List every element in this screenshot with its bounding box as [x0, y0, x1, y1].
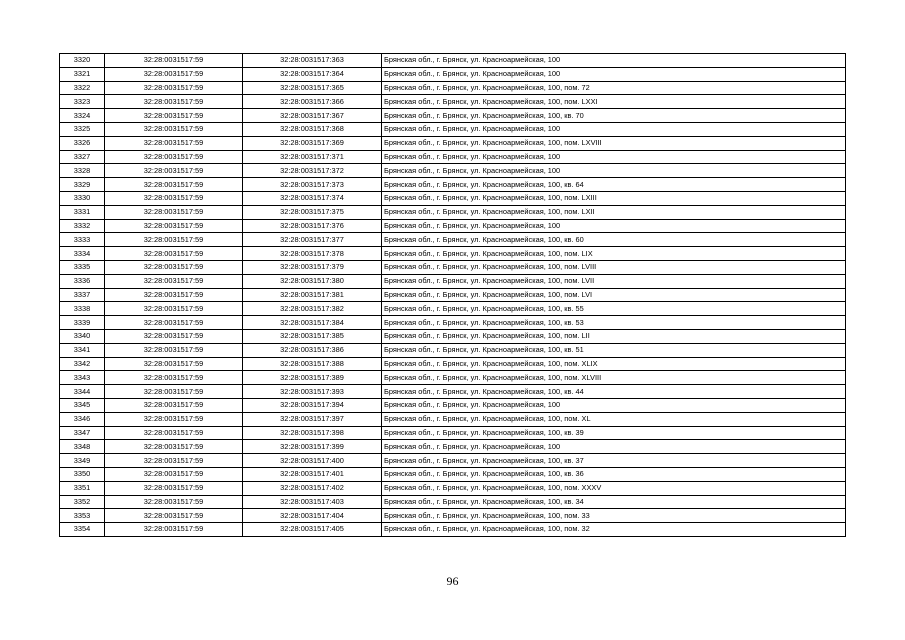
parent-cadastral-number-cell: 32:28:0031517:59	[105, 398, 243, 412]
cadastral-number-cell: 32:28:0031517:401	[243, 467, 382, 481]
address-cell: Брянская обл., г. Брянск, ул. Красноармейская, 100, кв. 34	[382, 495, 846, 509]
address-cell: Брянская обл., г. Брянск, ул. Красноармейская, 100, кв. 36	[382, 467, 846, 481]
cadastral-number-cell: 32:28:0031517:404	[243, 509, 382, 523]
parent-cadastral-number-cell: 32:28:0031517:59	[105, 247, 243, 261]
address-cell: Брянская обл., г. Брянск, ул. Красноармейская, 100, кв. 70	[382, 109, 846, 123]
row-number-cell: 3338	[60, 302, 105, 316]
table-row	[60, 81, 846, 95]
parent-cadastral-number-cell: 32:28:0031517:59	[105, 302, 243, 316]
row-number-cell: 3340	[60, 329, 105, 343]
table-row	[60, 109, 846, 123]
address-cell: Брянская обл., г. Брянск, ул. Красноармейская, 100, пом. LVI	[382, 288, 846, 302]
cadastral-number-cell: 32:28:0031517:363	[243, 54, 382, 68]
table-row	[60, 495, 846, 509]
address-cell: Брянская обл., г. Брянск, ул. Красноармейская, 100	[382, 54, 846, 68]
table-row	[60, 95, 846, 109]
parent-cadastral-number-cell: 32:28:0031517:59	[105, 274, 243, 288]
address-cell: Брянская обл., г. Брянск, ул. Красноармейская, 100, пом. 32	[382, 523, 846, 537]
address-cell: Брянская обл., г. Брянск, ул. Красноармейская, 100, пом. LXVIII	[382, 136, 846, 150]
address-cell: Брянская обл., г. Брянск, ул. Красноармейская, 100, кв. 64	[382, 178, 846, 192]
row-number-cell: 3353	[60, 509, 105, 523]
table-row	[60, 164, 846, 178]
cadastral-number-cell: 32:28:0031517:385	[243, 329, 382, 343]
cadastral-number-cell: 32:28:0031517:400	[243, 454, 382, 468]
parent-cadastral-number-cell: 32:28:0031517:59	[105, 233, 243, 247]
row-number-cell: 3347	[60, 426, 105, 440]
cadastral-number-cell: 32:28:0031517:388	[243, 357, 382, 371]
cadastral-number-cell: 32:28:0031517:403	[243, 495, 382, 509]
address-cell: Брянская обл., г. Брянск, ул. Красноармейская, 100	[382, 67, 846, 81]
parent-cadastral-number-cell: 32:28:0031517:59	[105, 426, 243, 440]
row-number-cell: 3333	[60, 233, 105, 247]
row-number-cell: 3321	[60, 67, 105, 81]
table-row	[60, 316, 846, 330]
cadastral-number-cell: 32:28:0031517:380	[243, 274, 382, 288]
table-row	[60, 178, 846, 192]
address-cell: Брянская обл., г. Брянск, ул. Красноармейская, 100, пом. LII	[382, 329, 846, 343]
row-number-cell: 3344	[60, 385, 105, 399]
parent-cadastral-number-cell: 32:28:0031517:59	[105, 150, 243, 164]
table-row	[60, 440, 846, 454]
table-row	[60, 385, 846, 399]
parent-cadastral-number-cell: 32:28:0031517:59	[105, 219, 243, 233]
row-number-cell: 3339	[60, 316, 105, 330]
address-cell: Брянская обл., г. Брянск, ул. Красноармейская, 100, пом. XLIX	[382, 357, 846, 371]
parent-cadastral-number-cell: 32:28:0031517:59	[105, 288, 243, 302]
cadastral-number-cell: 32:28:0031517:368	[243, 122, 382, 136]
parent-cadastral-number-cell: 32:28:0031517:59	[105, 454, 243, 468]
table-row	[60, 205, 846, 219]
row-number-cell: 3352	[60, 495, 105, 509]
row-number-cell: 3325	[60, 122, 105, 136]
address-cell: Брянская обл., г. Брянск, ул. Красноармейская, 100, пом. 33	[382, 509, 846, 523]
row-number-cell: 3342	[60, 357, 105, 371]
row-number-cell: 3345	[60, 398, 105, 412]
address-cell: Брянская обл., г. Брянск, ул. Красноармейская, 100, пом. LXXI	[382, 95, 846, 109]
address-cell: Брянская обл., г. Брянск, ул. Красноармейская, 100, кв. 60	[382, 233, 846, 247]
table-row	[60, 288, 846, 302]
table-row	[60, 398, 846, 412]
row-number-cell: 3348	[60, 440, 105, 454]
parent-cadastral-number-cell: 32:28:0031517:59	[105, 467, 243, 481]
registry-table-body	[60, 54, 846, 537]
parent-cadastral-number-cell: 32:28:0031517:59	[105, 371, 243, 385]
address-cell: Брянская обл., г. Брянск, ул. Красноармейская, 100, кв. 44	[382, 385, 846, 399]
row-number-cell: 3323	[60, 95, 105, 109]
table-row	[60, 412, 846, 426]
table-row	[60, 481, 846, 495]
address-cell: Брянская обл., г. Брянск, ул. Красноармейская, 100	[382, 164, 846, 178]
address-cell: Брянская обл., г. Брянск, ул. Красноармейская, 100	[382, 219, 846, 233]
row-number-cell: 3341	[60, 343, 105, 357]
address-cell: Брянская обл., г. Брянск, ул. Красноармейская, 100, пом. LVII	[382, 274, 846, 288]
cadastral-number-cell: 32:28:0031517:394	[243, 398, 382, 412]
cadastral-number-cell: 32:28:0031517:397	[243, 412, 382, 426]
page-number: 96	[446, 574, 459, 588]
cadastral-number-cell: 32:28:0031517:369	[243, 136, 382, 150]
cadastral-number-cell: 32:28:0031517:378	[243, 247, 382, 261]
address-cell: Брянская обл., г. Брянск, ул. Красноармейская, 100, пом. LXIII	[382, 191, 846, 205]
row-number-cell: 3343	[60, 371, 105, 385]
parent-cadastral-number-cell: 32:28:0031517:59	[105, 122, 243, 136]
cadastral-number-cell: 32:28:0031517:399	[243, 440, 382, 454]
cadastral-number-cell: 32:28:0031517:384	[243, 316, 382, 330]
address-cell: Брянская обл., г. Брянск, ул. Красноармейская, 100, кв. 55	[382, 302, 846, 316]
parent-cadastral-number-cell: 32:28:0031517:59	[105, 316, 243, 330]
table-row	[60, 150, 846, 164]
parent-cadastral-number-cell: 32:28:0031517:59	[105, 164, 243, 178]
table-row	[60, 523, 846, 537]
row-number-cell: 3346	[60, 412, 105, 426]
address-cell: Брянская обл., г. Брянск, ул. Красноармейская, 100, пом. XLVIII	[382, 371, 846, 385]
table-row	[60, 219, 846, 233]
parent-cadastral-number-cell: 32:28:0031517:59	[105, 205, 243, 219]
table-row	[60, 122, 846, 136]
parent-cadastral-number-cell: 32:28:0031517:59	[105, 81, 243, 95]
address-cell: Брянская обл., г. Брянск, ул. Красноармейская, 100, пом. XL	[382, 412, 846, 426]
parent-cadastral-number-cell: 32:28:0031517:59	[105, 109, 243, 123]
address-cell: Брянская обл., г. Брянск, ул. Красноармейская, 100, пом. LXII	[382, 205, 846, 219]
cadastral-number-cell: 32:28:0031517:402	[243, 481, 382, 495]
address-cell: Брянская обл., г. Брянск, ул. Красноармейская, 100, кв. 37	[382, 454, 846, 468]
row-number-cell: 3350	[60, 467, 105, 481]
cadastral-number-cell: 32:28:0031517:377	[243, 233, 382, 247]
table-row	[60, 343, 846, 357]
table-row	[60, 67, 846, 81]
cadastral-number-cell: 32:28:0031517:389	[243, 371, 382, 385]
table-row	[60, 454, 846, 468]
parent-cadastral-number-cell: 32:28:0031517:59	[105, 191, 243, 205]
table-row	[60, 136, 846, 150]
parent-cadastral-number-cell: 32:28:0031517:59	[105, 136, 243, 150]
address-cell: Брянская обл., г. Брянск, ул. Красноармейская, 100, пом. LIX	[382, 247, 846, 261]
parent-cadastral-number-cell: 32:28:0031517:59	[105, 343, 243, 357]
cadastral-number-cell: 32:28:0031517:367	[243, 109, 382, 123]
cadastral-number-cell: 32:28:0031517:398	[243, 426, 382, 440]
cadastral-number-cell: 32:28:0031517:382	[243, 302, 382, 316]
row-number-cell: 3328	[60, 164, 105, 178]
cadastral-number-cell: 32:28:0031517:376	[243, 219, 382, 233]
address-cell: Брянская обл., г. Брянск, ул. Красноармейская, 100	[382, 150, 846, 164]
table-row	[60, 191, 846, 205]
address-cell: Брянская обл., г. Брянск, ул. Красноармейская, 100, кв. 53	[382, 316, 846, 330]
row-number-cell: 3334	[60, 247, 105, 261]
parent-cadastral-number-cell: 32:28:0031517:59	[105, 329, 243, 343]
row-number-cell: 3327	[60, 150, 105, 164]
row-number-cell: 3337	[60, 288, 105, 302]
cadastral-number-cell: 32:28:0031517:366	[243, 95, 382, 109]
table-row	[60, 260, 846, 274]
table-row	[60, 247, 846, 261]
cadastral-number-cell: 32:28:0031517:374	[243, 191, 382, 205]
cadastral-number-cell: 32:28:0031517:386	[243, 343, 382, 357]
parent-cadastral-number-cell: 32:28:0031517:59	[105, 495, 243, 509]
address-cell: Брянская обл., г. Брянск, ул. Красноармейская, 100, пом. 72	[382, 81, 846, 95]
address-cell: Брянская обл., г. Брянск, ул. Красноармейская, 100	[382, 398, 846, 412]
row-number-cell: 3349	[60, 454, 105, 468]
table-row	[60, 54, 846, 68]
parent-cadastral-number-cell: 32:28:0031517:59	[105, 385, 243, 399]
parent-cadastral-number-cell: 32:28:0031517:59	[105, 260, 243, 274]
cadastral-number-cell: 32:28:0031517:379	[243, 260, 382, 274]
parent-cadastral-number-cell: 32:28:0031517:59	[105, 95, 243, 109]
table-row	[60, 509, 846, 523]
row-number-cell: 3322	[60, 81, 105, 95]
row-number-cell: 3330	[60, 191, 105, 205]
table-row	[60, 426, 846, 440]
row-number-cell: 3326	[60, 136, 105, 150]
address-cell: Брянская обл., г. Брянск, ул. Красноармейская, 100, кв. 51	[382, 343, 846, 357]
address-cell: Брянская обл., г. Брянск, ул. Красноармейская, 100	[382, 122, 846, 136]
parent-cadastral-number-cell: 32:28:0031517:59	[105, 54, 243, 68]
cadastral-number-cell: 32:28:0031517:381	[243, 288, 382, 302]
parent-cadastral-number-cell: 32:28:0031517:59	[105, 509, 243, 523]
row-number-cell: 3332	[60, 219, 105, 233]
row-number-cell: 3320	[60, 54, 105, 68]
address-cell: Брянская обл., г. Брянск, ул. Красноармейская, 100, кв. 39	[382, 426, 846, 440]
row-number-cell: 3351	[60, 481, 105, 495]
table-row	[60, 371, 846, 385]
cadastral-number-cell: 32:28:0031517:372	[243, 164, 382, 178]
row-number-cell: 3324	[60, 109, 105, 123]
row-number-cell: 3335	[60, 260, 105, 274]
address-cell: Брянская обл., г. Брянск, ул. Красноармейская, 100, пом. XXXV	[382, 481, 846, 495]
parent-cadastral-number-cell: 32:28:0031517:59	[105, 178, 243, 192]
parent-cadastral-number-cell: 32:28:0031517:59	[105, 481, 243, 495]
address-cell: Брянская обл., г. Брянск, ул. Красноармейская, 100, пом. LVIII	[382, 260, 846, 274]
cadastral-number-cell: 32:28:0031517:375	[243, 205, 382, 219]
parent-cadastral-number-cell: 32:28:0031517:59	[105, 440, 243, 454]
address-cell: Брянская обл., г. Брянск, ул. Красноармейская, 100	[382, 440, 846, 454]
cadastral-number-cell: 32:28:0031517:393	[243, 385, 382, 399]
table-row	[60, 233, 846, 247]
table-row	[60, 302, 846, 316]
cadastral-number-cell: 32:28:0031517:364	[243, 67, 382, 81]
table-row	[60, 329, 846, 343]
row-number-cell: 3336	[60, 274, 105, 288]
row-number-cell: 3329	[60, 178, 105, 192]
parent-cadastral-number-cell: 32:28:0031517:59	[105, 67, 243, 81]
property-registry-table	[59, 53, 846, 537]
table-row	[60, 274, 846, 288]
parent-cadastral-number-cell: 32:28:0031517:59	[105, 412, 243, 426]
cadastral-number-cell: 32:28:0031517:365	[243, 81, 382, 95]
row-number-cell: 3354	[60, 523, 105, 537]
table-row	[60, 467, 846, 481]
row-number-cell: 3331	[60, 205, 105, 219]
cadastral-number-cell: 32:28:0031517:373	[243, 178, 382, 192]
cadastral-number-cell: 32:28:0031517:405	[243, 523, 382, 537]
parent-cadastral-number-cell: 32:28:0031517:59	[105, 357, 243, 371]
table-row	[60, 357, 846, 371]
cadastral-number-cell: 32:28:0031517:371	[243, 150, 382, 164]
parent-cadastral-number-cell: 32:28:0031517:59	[105, 523, 243, 537]
